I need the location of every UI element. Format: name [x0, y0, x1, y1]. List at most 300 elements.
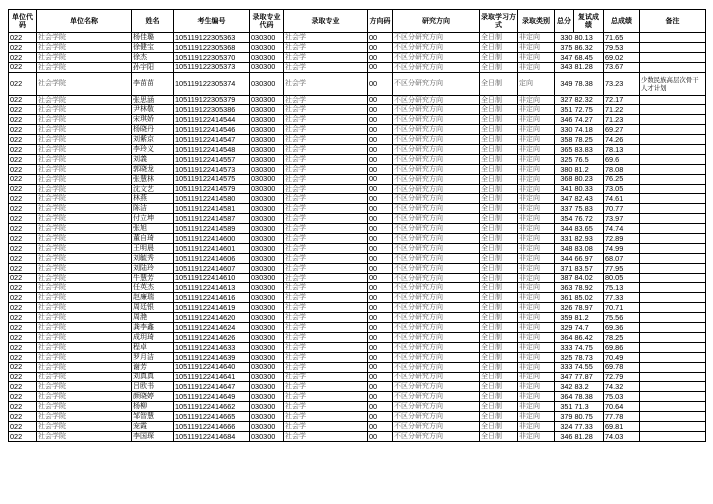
header-unit-code: 单位代码 [9, 10, 37, 33]
cell-name: 杨佳璐 [132, 33, 174, 43]
cell-total-score: 327 [555, 95, 574, 105]
cell-direction-code: 00 [368, 224, 393, 234]
cell-unit-code: 022 [9, 62, 37, 72]
cell-major-code: 030300 [250, 135, 284, 145]
cell-exam-id: 105119122414665 [174, 412, 250, 422]
cell-direction-code: 00 [368, 105, 393, 115]
cell-name: 王明晨 [132, 243, 174, 253]
cell-remarks [640, 342, 706, 352]
cell-final-score: 75.56 [604, 313, 640, 323]
cell-retest-score: 80.13 [574, 33, 604, 43]
table-row [9, 52, 706, 62]
cell-unit-name: 社会学院 [37, 412, 132, 422]
cell-name: 谢芳 [132, 362, 174, 372]
cell-direction-code: 00 [368, 33, 393, 43]
cell-study-mode: 全日制 [480, 323, 518, 333]
table-row [9, 372, 706, 382]
cell-retest-score: 74.75 [574, 342, 604, 352]
cell-total-score: 326 [555, 303, 574, 313]
cell-exam-id: 105119122305386 [174, 105, 250, 115]
cell-retest-score: 71.3 [574, 402, 604, 412]
cell-direction-code: 00 [368, 42, 393, 52]
cell-study-mode: 全日制 [480, 52, 518, 62]
cell-major-code: 030300 [250, 184, 284, 194]
cell-remarks [640, 352, 706, 362]
cell-total-score: 348 [555, 243, 574, 253]
cell-retest-score: 84.02 [574, 273, 604, 283]
cell-major-code: 030300 [250, 342, 284, 352]
table-row [9, 194, 706, 204]
cell-direction-code: 00 [368, 234, 393, 244]
table-row [9, 33, 706, 43]
table-row [9, 174, 706, 184]
cell-direction-code: 00 [368, 342, 393, 352]
cell-final-score: 73.97 [604, 214, 640, 224]
cell-major: 社会学 [284, 362, 368, 372]
table-row [9, 95, 706, 105]
cell-unit-name: 社会学院 [37, 313, 132, 323]
cell-study-mode: 全日制 [480, 62, 518, 72]
cell-major: 社会学 [284, 164, 368, 174]
header-category: 录取类别 [518, 10, 555, 33]
cell-retest-score: 78.38 [574, 392, 604, 402]
cell-name: 宋琪娇 [132, 115, 174, 125]
cell-study-mode: 全日制 [480, 382, 518, 392]
cell-category: 非定向 [518, 33, 555, 43]
table-row [9, 115, 706, 125]
cell-exam-id: 105119122414547 [174, 135, 250, 145]
header-final-score: 总成绩 [604, 10, 640, 33]
cell-final-score: 78.13 [604, 145, 640, 155]
cell-study-mode: 全日制 [480, 253, 518, 263]
cell-unit-code: 022 [9, 174, 37, 184]
cell-major-code: 030300 [250, 234, 284, 244]
cell-direction-code: 00 [368, 125, 393, 135]
cell-study-mode: 全日制 [480, 115, 518, 125]
cell-final-score: 74.61 [604, 194, 640, 204]
cell-remarks [640, 283, 706, 293]
cell-name: 郭晓龙 [132, 164, 174, 174]
cell-direction: 不区分研究方向 [393, 42, 480, 52]
cell-remarks [640, 273, 706, 283]
cell-final-score: 72.79 [604, 372, 640, 382]
cell-direction: 不区分研究方向 [393, 273, 480, 283]
table-row [9, 243, 706, 253]
cell-unit-code: 022 [9, 392, 37, 402]
cell-name: 陈洁 [132, 204, 174, 214]
cell-name: 李玲义 [132, 145, 174, 155]
cell-category: 非定向 [518, 273, 555, 283]
table-row [9, 412, 706, 422]
cell-direction-code: 00 [368, 62, 393, 72]
table-row [9, 204, 706, 214]
cell-exam-id: 105119122305373 [174, 62, 250, 72]
cell-major: 社会学 [284, 95, 368, 105]
cell-exam-id: 105119122414587 [174, 214, 250, 224]
cell-direction: 不区分研究方向 [393, 323, 480, 333]
cell-retest-score: 77.33 [574, 421, 604, 431]
cell-category: 非定向 [518, 234, 555, 244]
admission-table [8, 9, 706, 442]
cell-remarks [640, 174, 706, 184]
cell-retest-score: 78.25 [574, 135, 604, 145]
cell-remarks: 少数民族高层次骨干人才计划 [640, 72, 706, 95]
cell-total-score: 351 [555, 402, 574, 412]
table-row [9, 382, 706, 392]
cell-unit-code: 022 [9, 352, 37, 362]
cell-direction-code: 00 [368, 332, 393, 342]
cell-name: 赵廉瑞 [132, 293, 174, 303]
cell-exam-id: 105119122414573 [174, 164, 250, 174]
cell-unit-name: 社会学院 [37, 293, 132, 303]
cell-unit-code: 022 [9, 234, 37, 244]
cell-total-score: 375 [555, 42, 574, 52]
cell-major: 社会学 [284, 105, 368, 115]
cell-unit-code: 022 [9, 184, 37, 194]
cell-category: 非定向 [518, 352, 555, 362]
cell-final-score: 71.22 [604, 105, 640, 115]
cell-retest-score: 74.7 [574, 323, 604, 333]
cell-direction: 不区分研究方向 [393, 204, 480, 214]
cell-total-score: 341 [555, 184, 574, 194]
cell-final-score: 74.26 [604, 135, 640, 145]
cell-name: 张思涵 [132, 95, 174, 105]
cell-study-mode: 全日制 [480, 392, 518, 402]
cell-remarks [640, 52, 706, 62]
cell-direction: 不区分研究方向 [393, 105, 480, 115]
header-major: 录取专业 [284, 10, 368, 33]
cell-remarks [640, 323, 706, 333]
cell-unit-name: 社会学院 [37, 263, 132, 273]
cell-exam-id: 105119122414548 [174, 145, 250, 155]
table-row [9, 303, 706, 313]
cell-study-mode: 全日制 [480, 174, 518, 184]
cell-unit-name: 社会学院 [37, 303, 132, 313]
cell-remarks [640, 164, 706, 174]
cell-direction: 不区分研究方向 [393, 154, 480, 164]
cell-category: 非定向 [518, 421, 555, 431]
cell-remarks [640, 145, 706, 155]
cell-remarks [640, 372, 706, 382]
cell-direction-code: 00 [368, 52, 393, 62]
cell-direction: 不区分研究方向 [393, 293, 480, 303]
cell-major-code: 030300 [250, 95, 284, 105]
cell-study-mode: 全日制 [480, 402, 518, 412]
cell-direction-code: 00 [368, 115, 393, 125]
cell-direction: 不区分研究方向 [393, 52, 480, 62]
cell-major-code: 030300 [250, 224, 284, 234]
cell-retest-score: 83.83 [574, 145, 604, 155]
cell-direction: 不区分研究方向 [393, 164, 480, 174]
cell-total-score: 359 [555, 313, 574, 323]
cell-major: 社会学 [284, 194, 368, 204]
table-row [9, 135, 706, 145]
cell-major-code: 030300 [250, 62, 284, 72]
cell-study-mode: 全日制 [480, 184, 518, 194]
cell-total-score: 333 [555, 342, 574, 352]
table-row [9, 362, 706, 372]
cell-unit-name: 社会学院 [37, 194, 132, 204]
cell-exam-id: 105119122414546 [174, 125, 250, 135]
cell-direction-code: 00 [368, 164, 393, 174]
cell-direction: 不区分研究方向 [393, 125, 480, 135]
cell-direction-code: 00 [368, 402, 393, 412]
cell-unit-code: 022 [9, 372, 37, 382]
cell-remarks [640, 253, 706, 263]
cell-direction-code: 00 [368, 372, 393, 382]
cell-category: 非定向 [518, 125, 555, 135]
cell-exam-id: 105119122414619 [174, 303, 250, 313]
table-row [9, 164, 706, 174]
cell-remarks [640, 62, 706, 72]
header-major-code: 录取专业代码 [250, 10, 284, 33]
cell-total-score: 364 [555, 332, 574, 342]
cell-study-mode: 全日制 [480, 125, 518, 135]
cell-direction: 不区分研究方向 [393, 421, 480, 431]
cell-direction: 不区分研究方向 [393, 95, 480, 105]
cell-direction-code: 00 [368, 323, 393, 333]
cell-major-code: 030300 [250, 52, 284, 62]
cell-retest-score: 66.97 [574, 253, 604, 263]
cell-direction: 不区分研究方向 [393, 115, 480, 125]
cell-direction-code: 00 [368, 283, 393, 293]
cell-unit-name: 社会学院 [37, 243, 132, 253]
cell-name: 吕欧书 [132, 382, 174, 392]
cell-major-code: 030300 [250, 42, 284, 52]
cell-name: 牛慧芳 [132, 273, 174, 283]
cell-retest-score: 80.23 [574, 174, 604, 184]
table-row [9, 392, 706, 402]
cell-major-code: 030300 [250, 33, 284, 43]
cell-exam-id: 105119122414641 [174, 372, 250, 382]
cell-total-score: 380 [555, 164, 574, 174]
cell-major: 社会学 [284, 283, 368, 293]
cell-major-code: 030300 [250, 214, 284, 224]
cell-direction: 不区分研究方向 [393, 174, 480, 184]
cell-direction-code: 00 [368, 392, 393, 402]
cell-final-score: 77.33 [604, 293, 640, 303]
cell-major-code: 030300 [250, 125, 284, 135]
cell-major: 社会学 [284, 263, 368, 273]
cell-study-mode: 全日制 [480, 283, 518, 293]
cell-exam-id: 105119122414607 [174, 263, 250, 273]
cell-name: 周廷银 [132, 303, 174, 313]
cell-direction-code: 00 [368, 72, 393, 95]
cell-total-score: 354 [555, 214, 574, 224]
cell-major: 社会学 [284, 224, 368, 234]
cell-unit-code: 022 [9, 253, 37, 263]
cell-major: 社会学 [284, 372, 368, 382]
table-row [9, 332, 706, 342]
cell-study-mode: 全日制 [480, 145, 518, 155]
cell-unit-code: 022 [9, 362, 37, 372]
cell-unit-name: 社会学院 [37, 283, 132, 293]
cell-unit-name: 社会学院 [37, 372, 132, 382]
cell-exam-id: 105119122414610 [174, 273, 250, 283]
cell-retest-score: 80.75 [574, 412, 604, 422]
cell-retest-score: 86.42 [574, 332, 604, 342]
cell-unit-code: 022 [9, 382, 37, 392]
cell-unit-code: 022 [9, 52, 37, 62]
cell-unit-name: 社会学院 [37, 224, 132, 234]
cell-unit-code: 022 [9, 154, 37, 164]
cell-name: 刘陆玲 [132, 263, 174, 273]
cell-major: 社会学 [284, 332, 368, 342]
table-row [9, 283, 706, 293]
cell-retest-score: 77.87 [574, 372, 604, 382]
cell-study-mode: 全日制 [480, 204, 518, 214]
cell-exam-id: 105119122414647 [174, 382, 250, 392]
cell-direction-code: 00 [368, 95, 393, 105]
cell-final-score: 69.86 [604, 342, 640, 352]
cell-total-score: 344 [555, 224, 574, 234]
cell-major-code: 030300 [250, 431, 284, 441]
cell-major-code: 030300 [250, 204, 284, 214]
cell-major-code: 030300 [250, 105, 284, 115]
cell-exam-id: 105119122414649 [174, 392, 250, 402]
cell-retest-score: 83.08 [574, 243, 604, 253]
cell-unit-name: 社会学院 [37, 115, 132, 125]
cell-exam-id: 105119122414639 [174, 352, 250, 362]
cell-exam-id: 105119122414624 [174, 323, 250, 333]
cell-remarks [640, 402, 706, 412]
cell-study-mode: 全日制 [480, 372, 518, 382]
cell-category: 非定向 [518, 184, 555, 194]
cell-category: 非定向 [518, 431, 555, 441]
cell-study-mode: 全日制 [480, 33, 518, 43]
cell-remarks [640, 303, 706, 313]
cell-final-score: 75.13 [604, 283, 640, 293]
cell-final-score: 75.03 [604, 392, 640, 402]
cell-direction-code: 00 [368, 352, 393, 362]
table-row [9, 234, 706, 244]
cell-name: 李苗苗 [132, 72, 174, 95]
cell-total-score: 387 [555, 273, 574, 283]
cell-exam-id: 105119122305379 [174, 95, 250, 105]
cell-unit-name: 社会学院 [37, 42, 132, 52]
cell-total-score: 329 [555, 323, 574, 333]
cell-final-score: 78.08 [604, 164, 640, 174]
cell-category: 非定向 [518, 95, 555, 105]
cell-name: 尹林敬 [132, 105, 174, 115]
cell-retest-score: 82.43 [574, 194, 604, 204]
cell-unit-code: 022 [9, 33, 37, 43]
cell-direction-code: 00 [368, 293, 393, 303]
cell-total-score: 368 [555, 174, 574, 184]
cell-category: 非定向 [518, 42, 555, 52]
cell-total-score: 330 [555, 33, 574, 43]
cell-direction: 不区分研究方向 [393, 372, 480, 382]
cell-category: 非定向 [518, 154, 555, 164]
cell-final-score: 70.49 [604, 352, 640, 362]
cell-major: 社会学 [284, 174, 368, 184]
header-unit-name: 单位名称 [37, 10, 132, 33]
table-row [9, 154, 706, 164]
cell-remarks [640, 214, 706, 224]
cell-major: 社会学 [284, 204, 368, 214]
cell-unit-name: 社会学院 [37, 164, 132, 174]
cell-direction: 不区分研究方向 [393, 62, 480, 72]
cell-category: 非定向 [518, 313, 555, 323]
cell-unit-code: 022 [9, 402, 37, 412]
cell-category: 非定向 [518, 382, 555, 392]
cell-remarks [640, 382, 706, 392]
cell-study-mode: 全日制 [480, 412, 518, 422]
cell-direction: 不区分研究方向 [393, 243, 480, 253]
cell-retest-score: 78.38 [574, 72, 604, 95]
table-row [9, 273, 706, 283]
cell-exam-id: 105119122414601 [174, 243, 250, 253]
cell-unit-name: 社会学院 [37, 362, 132, 372]
cell-total-score: 325 [555, 352, 574, 362]
cell-final-score: 70.71 [604, 303, 640, 313]
cell-retest-score: 74.55 [574, 362, 604, 372]
cell-exam-id: 105119122414579 [174, 184, 250, 194]
cell-unit-name: 社会学院 [37, 253, 132, 263]
cell-unit-code: 022 [9, 214, 37, 224]
cell-direction: 不区分研究方向 [393, 352, 480, 362]
cell-unit-code: 022 [9, 313, 37, 323]
cell-major: 社会学 [284, 313, 368, 323]
cell-direction: 不区分研究方向 [393, 392, 480, 402]
table-row [9, 224, 706, 234]
cell-category: 非定向 [518, 332, 555, 342]
cell-final-score: 68.07 [604, 253, 640, 263]
cell-direction: 不区分研究方向 [393, 283, 480, 293]
cell-retest-score: 83.65 [574, 224, 604, 234]
cell-total-score: 337 [555, 204, 574, 214]
cell-final-score: 79.53 [604, 42, 640, 52]
table-row [9, 125, 706, 135]
cell-remarks [640, 392, 706, 402]
cell-retest-score: 72.75 [574, 105, 604, 115]
cell-name: 成玥琦 [132, 332, 174, 342]
cell-retest-score: 81.28 [574, 62, 604, 72]
cell-major-code: 030300 [250, 164, 284, 174]
table-row [9, 72, 706, 95]
cell-unit-name: 社会学院 [37, 135, 132, 145]
cell-direction-code: 00 [368, 263, 393, 273]
cell-exam-id: 105119122414633 [174, 342, 250, 352]
header-remarks: 备注 [640, 10, 706, 33]
cell-final-score: 69.81 [604, 421, 640, 431]
cell-major: 社会学 [284, 412, 368, 422]
table-row [9, 352, 706, 362]
table-row [9, 431, 706, 441]
cell-unit-name: 社会学院 [37, 382, 132, 392]
cell-study-mode: 全日制 [480, 214, 518, 224]
cell-retest-score: 78.73 [574, 352, 604, 362]
cell-total-score: 358 [555, 135, 574, 145]
cell-major-code: 030300 [250, 412, 284, 422]
header-total-score: 总分 [555, 10, 574, 33]
cell-remarks [640, 431, 706, 441]
cell-unit-name: 社会学院 [37, 72, 132, 95]
cell-exam-id: 105119122414620 [174, 313, 250, 323]
cell-name: 邹智慧 [132, 412, 174, 422]
cell-major-code: 030300 [250, 243, 284, 253]
cell-total-score: 363 [555, 283, 574, 293]
cell-direction: 不区分研究方向 [393, 313, 480, 323]
header-direction-code: 方向码 [368, 10, 393, 33]
cell-unit-name: 社会学院 [37, 431, 132, 441]
cell-category: 非定向 [518, 105, 555, 115]
cell-direction-code: 00 [368, 154, 393, 164]
cell-total-score: 347 [555, 372, 574, 382]
cell-exam-id: 105119122414606 [174, 253, 250, 263]
cell-remarks [640, 332, 706, 342]
cell-total-score: 349 [555, 72, 574, 95]
